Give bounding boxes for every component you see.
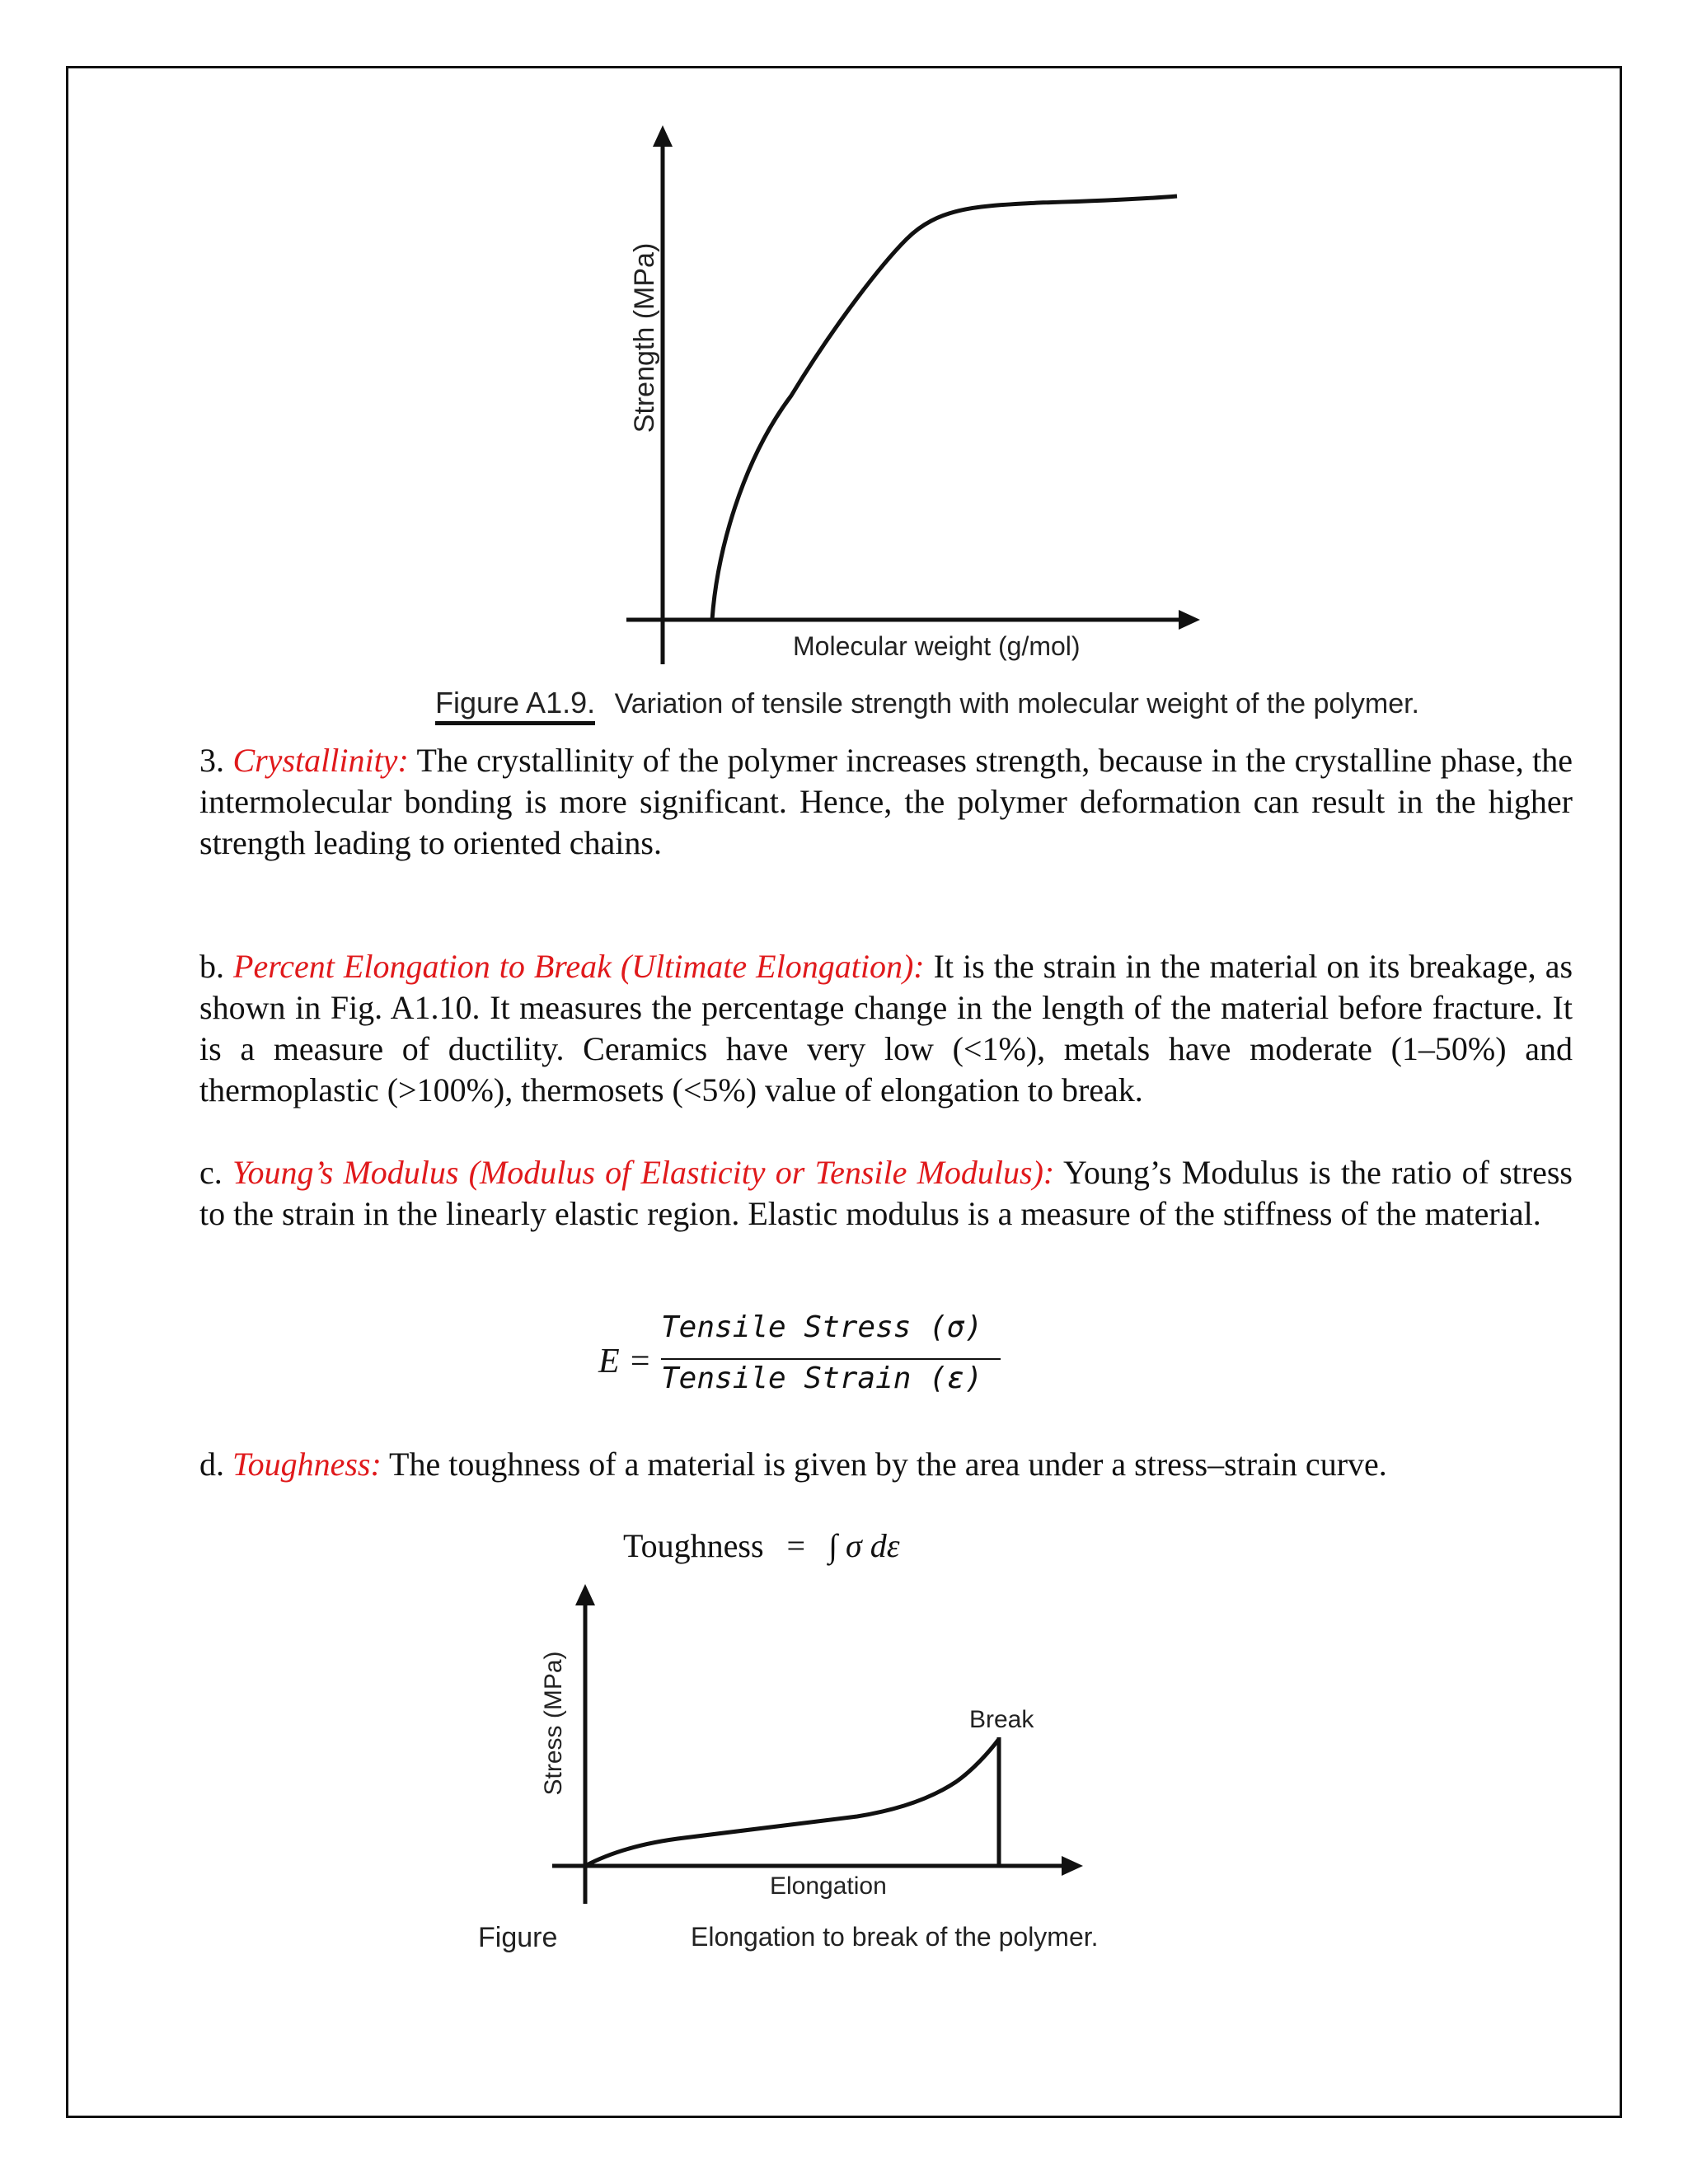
youngs-modulus-paragraph xyxy=(199,1152,1573,1235)
toughness-text: The toughness of a material is given by the area under a stress–strain curve. xyxy=(381,1446,1387,1483)
figure-a1-10-caption-label: Figure xyxy=(478,1922,558,1953)
toughness-paragraph xyxy=(199,1444,1573,1485)
youngs-modulus-number: c. xyxy=(199,1154,223,1191)
youngs-modulus-term: Young’s Modulus (Modulus of Elasticity or Tensile Modulus): xyxy=(232,1154,1055,1191)
figure-a1-9-caption-label: Figure A1.9. xyxy=(435,686,595,725)
elongation-number: b. xyxy=(199,948,224,985)
equation-denominator: Tensile Strain (ε) xyxy=(661,1361,983,1395)
break-label: Break xyxy=(969,1706,1034,1733)
figure-a1-9-chart xyxy=(610,124,1203,668)
figure-a1-9-x-label: Molecular weight (g/mol) xyxy=(793,631,1081,661)
figure-a1-10-y-label: Stress (MPa) xyxy=(540,1651,567,1796)
toughness-eq-rhs: ∫ σ dε xyxy=(828,1527,900,1564)
crystallinity-number: 3. xyxy=(199,742,224,779)
stress-strain-curve xyxy=(585,1739,999,1866)
strength-curve xyxy=(712,196,1177,620)
toughness-eq-sign: = xyxy=(786,1527,806,1564)
elongation-paragraph xyxy=(199,946,1573,1111)
youngs-modulus-equation xyxy=(598,1310,994,1409)
equation-lhs: E = xyxy=(598,1343,652,1380)
x-axis-arrow xyxy=(1062,1856,1083,1876)
figure-a1-9-y-label: Strength (MPa) xyxy=(629,242,660,434)
x-axis-arrow xyxy=(1179,610,1200,630)
elongation-text: It is the strain in the material on its breakage, as shown in Fig. A1.10. It measures the percentage change in the length of the material before fracture. It is a measure of ductility. Ceramics have very low (<1%), metals have moderate (1–50%) and thermoplastic (>100%), thermosets (<5%) value of elongation to break. xyxy=(199,948,1573,1108)
figure-a1-10-x-label: Elongation xyxy=(770,1872,887,1900)
toughness-eq-lhs: Toughness xyxy=(623,1527,764,1564)
youngs-modulus-text: Young’s Modulus is the ratio of stress to the strain in the linearly elastic region. Elastic modulus is a measure of the stiffness of the material. xyxy=(199,1154,1573,1232)
figure-a1-10-chart xyxy=(544,1582,1088,1912)
toughness-term: Toughness: xyxy=(232,1446,382,1483)
crystallinity-text: The crystallinity of the polymer increases strength, because in the crystalline phase, the intermolecular bonding is more significant. Hence, the polymer deformation can result in the higher strength leading to oriented chains. xyxy=(199,742,1573,861)
elongation-term: Percent Elongation to Break (Ultimate Elongation): xyxy=(233,948,925,985)
equation-fraction-bar xyxy=(661,1358,1001,1360)
crystallinity-term: Crystallinity: xyxy=(232,742,409,779)
figure-a1-9-caption xyxy=(435,686,1419,720)
figure-a1-10-caption xyxy=(478,1922,1154,1954)
equation-numerator: Tensile Stress (σ) xyxy=(661,1310,983,1344)
figure-a1-9-caption-text: Variation of tensile strength with molecular weight of the polymer. xyxy=(614,688,1419,719)
figure-a1-10-caption-text: Elongation to break of the polymer. xyxy=(691,1922,1099,1952)
y-axis-arrow xyxy=(653,125,673,147)
crystallinity-paragraph xyxy=(199,740,1573,864)
toughness-equation xyxy=(623,1526,900,1565)
y-axis-arrow xyxy=(575,1584,595,1605)
toughness-number: d. xyxy=(199,1446,224,1483)
